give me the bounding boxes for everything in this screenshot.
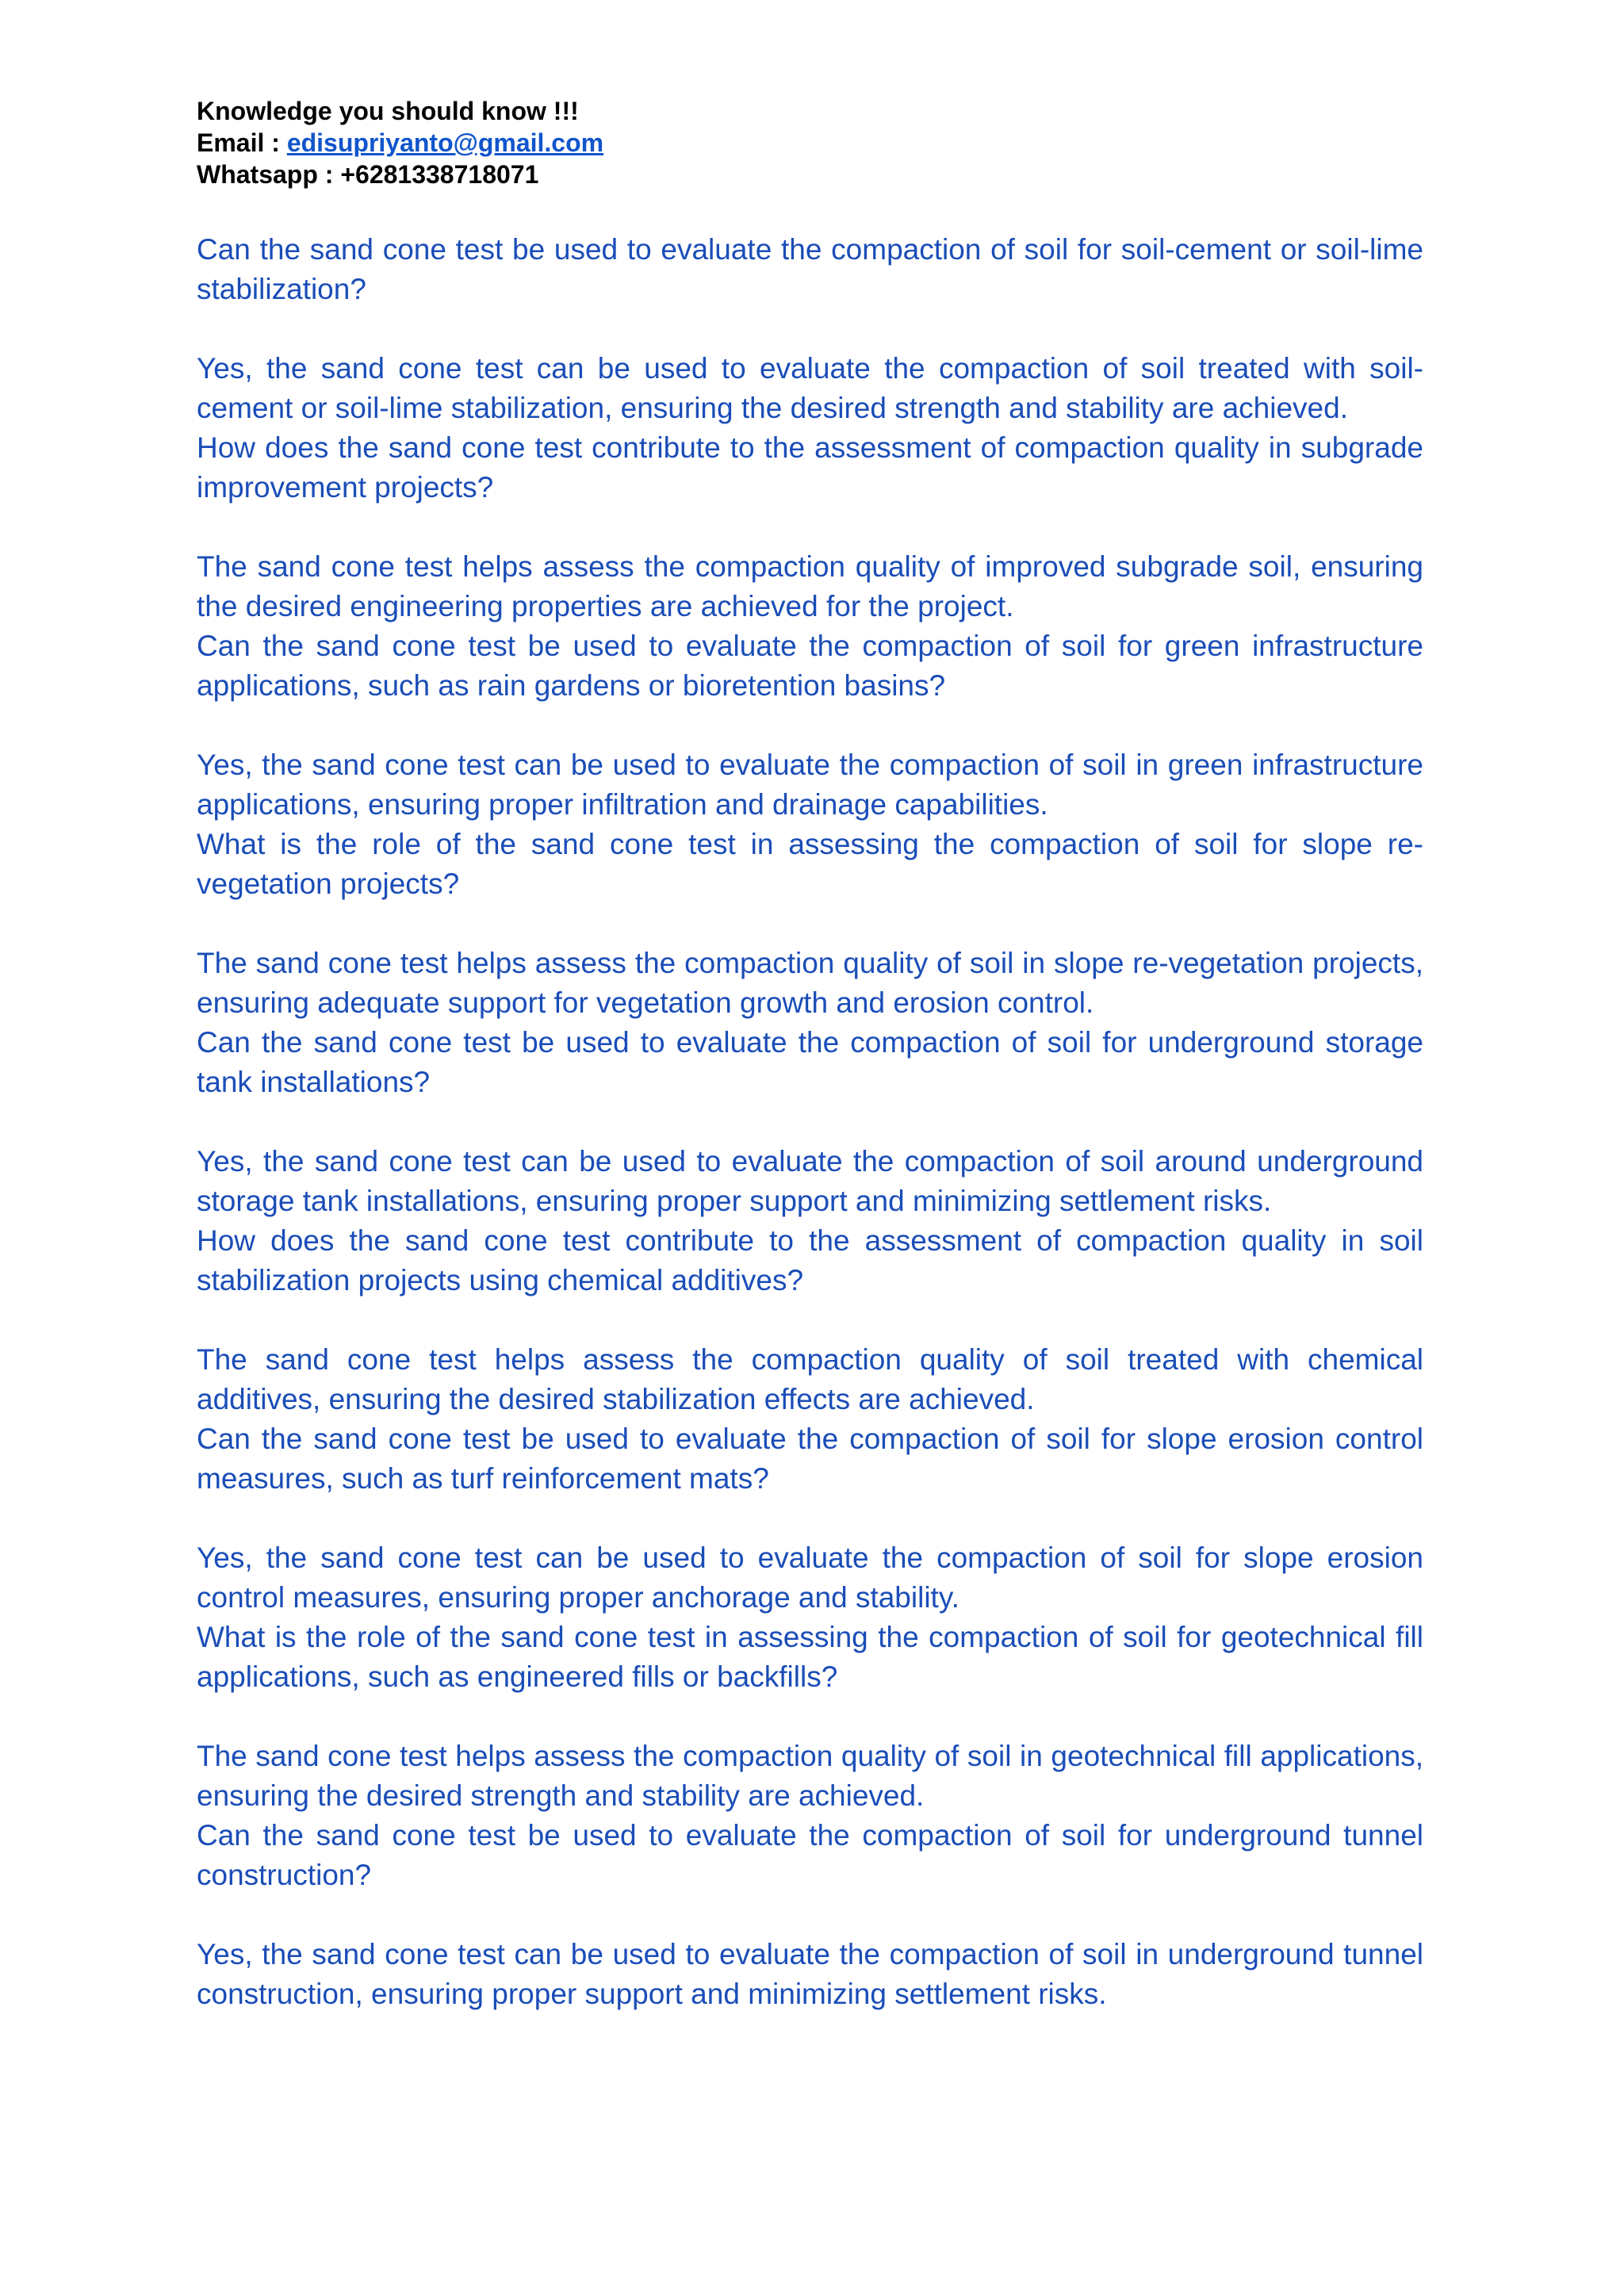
question-3: Can the sand cone test be used to evaluate the compaction of soil for green infrastructure applications, such as rain gardens or bioretention basins? [197,630,1423,702]
question-1: Can the sand cone test be used to evaluate the compaction of soil for soil-cement or soil-lime stabilization? [197,233,1423,305]
qa-list [197,230,1423,2014]
header-whatsapp: Whatsapp : +6281338718071 [197,160,539,189]
header-title: Knowledge you should know !!! [197,97,579,125]
email-link[interactable]: edisupriyanto@gmail.com [286,128,604,157]
question-8: What is the role of the sand cone test in assessing the compaction of soil for geotechnical fill applications, such as engineered fills or backfills? [197,1621,1423,1693]
answer-6: The sand cone test helps assess the compaction quality of soil treated with chemical additives, ensuring the desired stabilization effects are achieved. [197,1343,1423,1415]
question-9: Can the sand cone test be used to evaluate the compaction of soil for underground tunnel construction? [197,1819,1423,1891]
answer-8: The sand cone test helps assess the compaction quality of soil in geotechnical fill applications, ensuring the desired strength and stability are achieved. [197,1740,1423,1812]
answer-5: Yes, the sand cone test can be used to evaluate the compaction of soil around underground storage tank installations, ensuring proper support and minimizing settlement risks. [197,1145,1423,1217]
answer-9: Yes, the sand cone test can be used to evaluate the compaction of soil in underground tunnel construction, ensuring proper support and minimizing settlement risks. [197,1938,1423,2010]
answer-3: Yes, the sand cone test can be used to evaluate the compaction of soil in green infrastructure applications, ensuring proper infiltration and drainage capabilities. [197,749,1423,821]
question-7: Can the sand cone test be used to evaluate the compaction of soil for slope erosion control measures, such as turf reinforcement mats? [197,1423,1423,1495]
email-label: Email : [197,128,287,157]
question-5: Can the sand cone test be used to evaluate the compaction of soil for underground storage tank installations? [197,1026,1423,1098]
answer-4: The sand cone test helps assess the compaction quality of soil in slope re-vegetation projects, ensuring adequate support for vegetation growth and erosion control. [197,947,1423,1019]
question-6: How does the sand cone test contribute to the assessment of compaction quality in soil stabilization projects using chemical additives? [197,1224,1423,1296]
answer-2: The sand cone test helps assess the compaction quality of improved subgrade soil, ensuring the desired engineering properties are achieved for the project. [197,550,1423,622]
document-content [197,95,1423,2014]
document-header [197,95,1423,190]
header-email-line [197,127,1423,159]
question-2: How does the sand cone test contribute to the assessment of compaction quality in subgrade improvement projects? [197,431,1423,504]
question-4: What is the role of the sand cone test in assessing the compaction of soil for slope re-vegetation projects? [197,828,1423,900]
answer-7: Yes, the sand cone test can be used to evaluate the compaction of soil for slope erosion control measures, ensuring proper anchorage and stability. [197,1541,1423,1614]
answer-1: Yes, the sand cone test can be used to evaluate the compaction of soil treated with soil-cement or soil-lime stabilization, ensuring the desired strength and stability are achieved. [197,352,1423,424]
